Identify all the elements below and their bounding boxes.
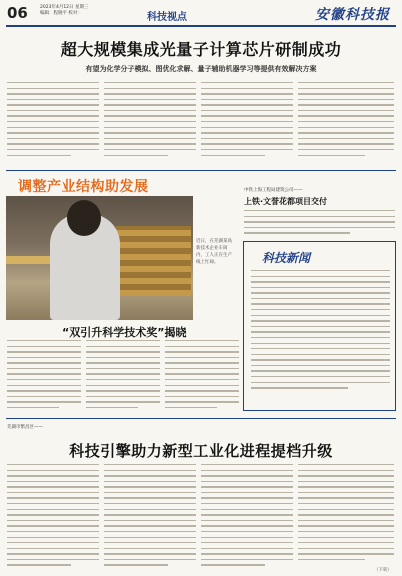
article1-column-2 — [104, 82, 196, 160]
photo-shelf — [116, 226, 191, 296]
feature-column-2 — [86, 340, 160, 413]
section-divider-2 — [6, 418, 396, 419]
article1-column-1 — [7, 82, 99, 160]
photo-caption: 近日，在芜湖某高新技术企业车间内，工人正在生产线上忙碌。 — [196, 239, 232, 265]
main-subhead: 有望为化学分子模拟、图优化求解、量子辅助机器学习等提供有效解决方案 — [85, 65, 317, 73]
factory-photo — [6, 196, 193, 320]
section-title: 科技视点 — [147, 12, 187, 23]
article3-kicker: 芜湖市繁昌区—— — [7, 425, 43, 430]
article3-headline: 科技引擎助力新型工业化进程提档升级 — [69, 442, 333, 460]
page-header — [0, 0, 402, 26]
section-divider — [6, 170, 396, 171]
feature-column-1 — [7, 340, 81, 413]
feature-column-3 — [165, 340, 239, 413]
right-article-body — [244, 210, 395, 238]
masthead-logo: 安徽科技报 — [315, 7, 390, 23]
news-sidebox — [243, 241, 396, 411]
article3-column-4 — [298, 464, 394, 564]
header-rule — [6, 25, 396, 27]
article3-column-3 — [201, 464, 293, 570]
feature-banner: 调整产业结构助发展 — [18, 179, 149, 195]
sidebox-body — [251, 270, 390, 393]
sidebox-title: 科技新闻 — [262, 251, 311, 265]
page-number: 06 — [7, 4, 28, 22]
right-article-title: 上铁·文誉花都项目交付 — [244, 197, 328, 206]
continued-marker: （下转） — [374, 568, 392, 573]
right-article-kicker: 中铁上海工程局建筑公司—— — [244, 188, 303, 193]
main-headline: 超大规模集成光量子计算芯片研制成功 — [60, 40, 342, 59]
article1-column-3 — [201, 82, 293, 160]
photo-worker-head — [67, 200, 101, 236]
article3-column-2 — [104, 464, 196, 570]
article1-column-4 — [298, 82, 394, 160]
feature-headline: “双引升科学技术奖”揭晓 — [62, 326, 187, 339]
article3-column-1 — [7, 464, 99, 570]
issue-date: 2023年4月12日 星期三 编辑：程晓平 校对： — [40, 5, 89, 16]
